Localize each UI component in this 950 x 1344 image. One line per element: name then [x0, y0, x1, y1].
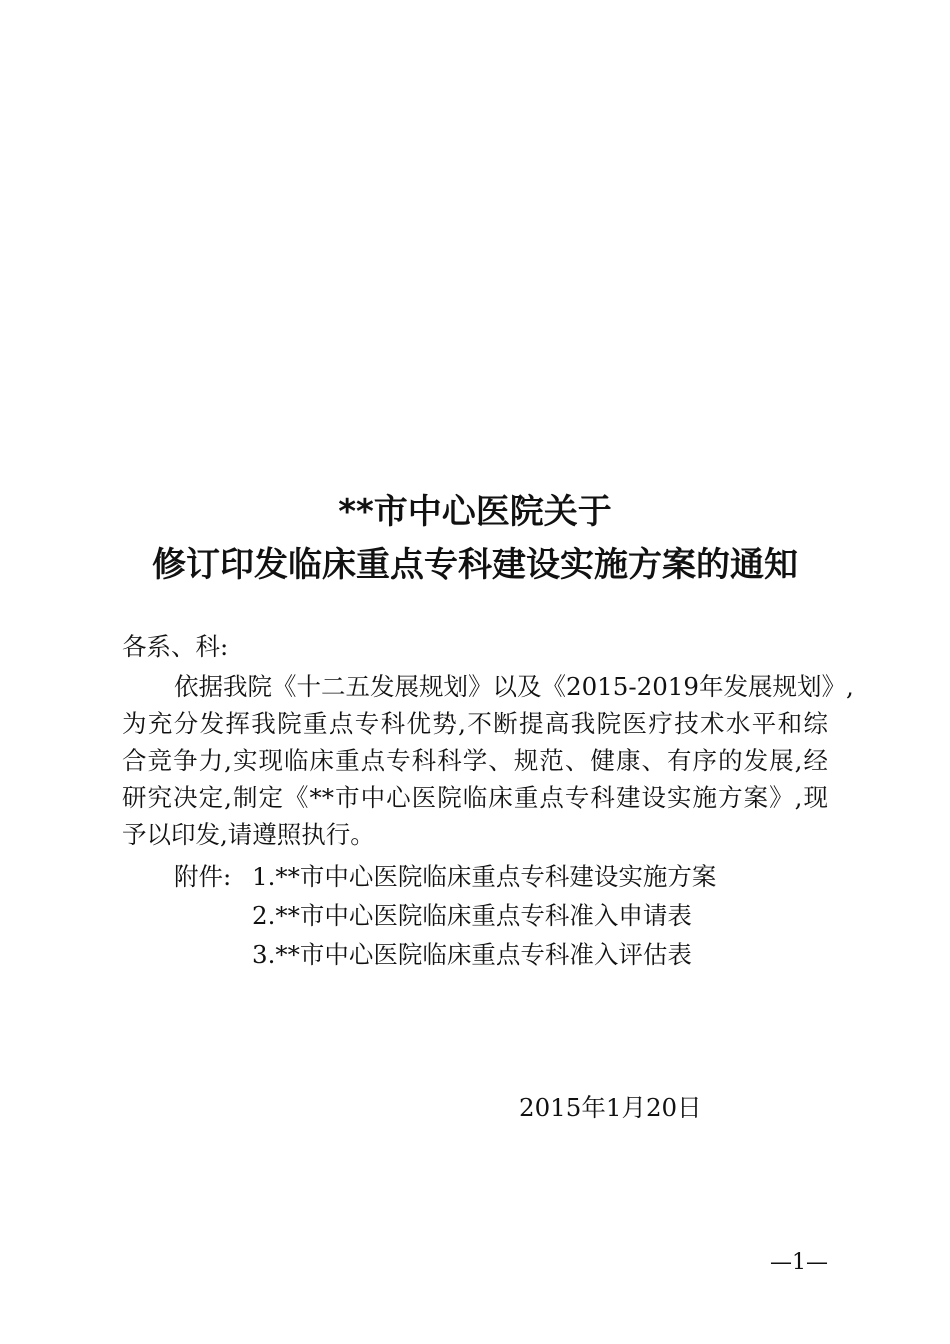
salutation: 各系、科:	[122, 632, 229, 661]
body-paragraph-line: 合竞争力,实现临床重点专科科学、规范、健康、有序的发展,经	[122, 746, 828, 775]
body-paragraph-line: 依据我院《十二五发展规划》以及《2015-2019年发展规划》,	[174, 672, 854, 701]
attachments-label: 附件:	[174, 862, 232, 891]
body-paragraph-line: 为充分发挥我院重点专科优势,不断提高我院医疗技术水平和综	[122, 709, 828, 738]
page-number: —1—	[770, 1250, 828, 1275]
attachment-item: 2.**市中心医院临床重点专科准入申请表	[252, 901, 692, 930]
body-paragraph-line: 研究决定,制定《**市中心医院临床重点专科建设实施方案》,现	[122, 783, 828, 812]
attachment-item: 3.**市中心医院临床重点专科准入评估表	[252, 940, 692, 969]
body-paragraph-line: 予以印发,请遵照执行。	[122, 820, 375, 849]
document-title-line-1: **市中心医院关于	[338, 492, 612, 532]
document-title-line-2: 修订印发临床重点专科建设实施方案的通知	[152, 545, 798, 585]
attachment-item: 1.**市中心医院临床重点专科建设实施方案	[252, 862, 717, 891]
issue-date: 2015年1月20日	[519, 1093, 702, 1122]
